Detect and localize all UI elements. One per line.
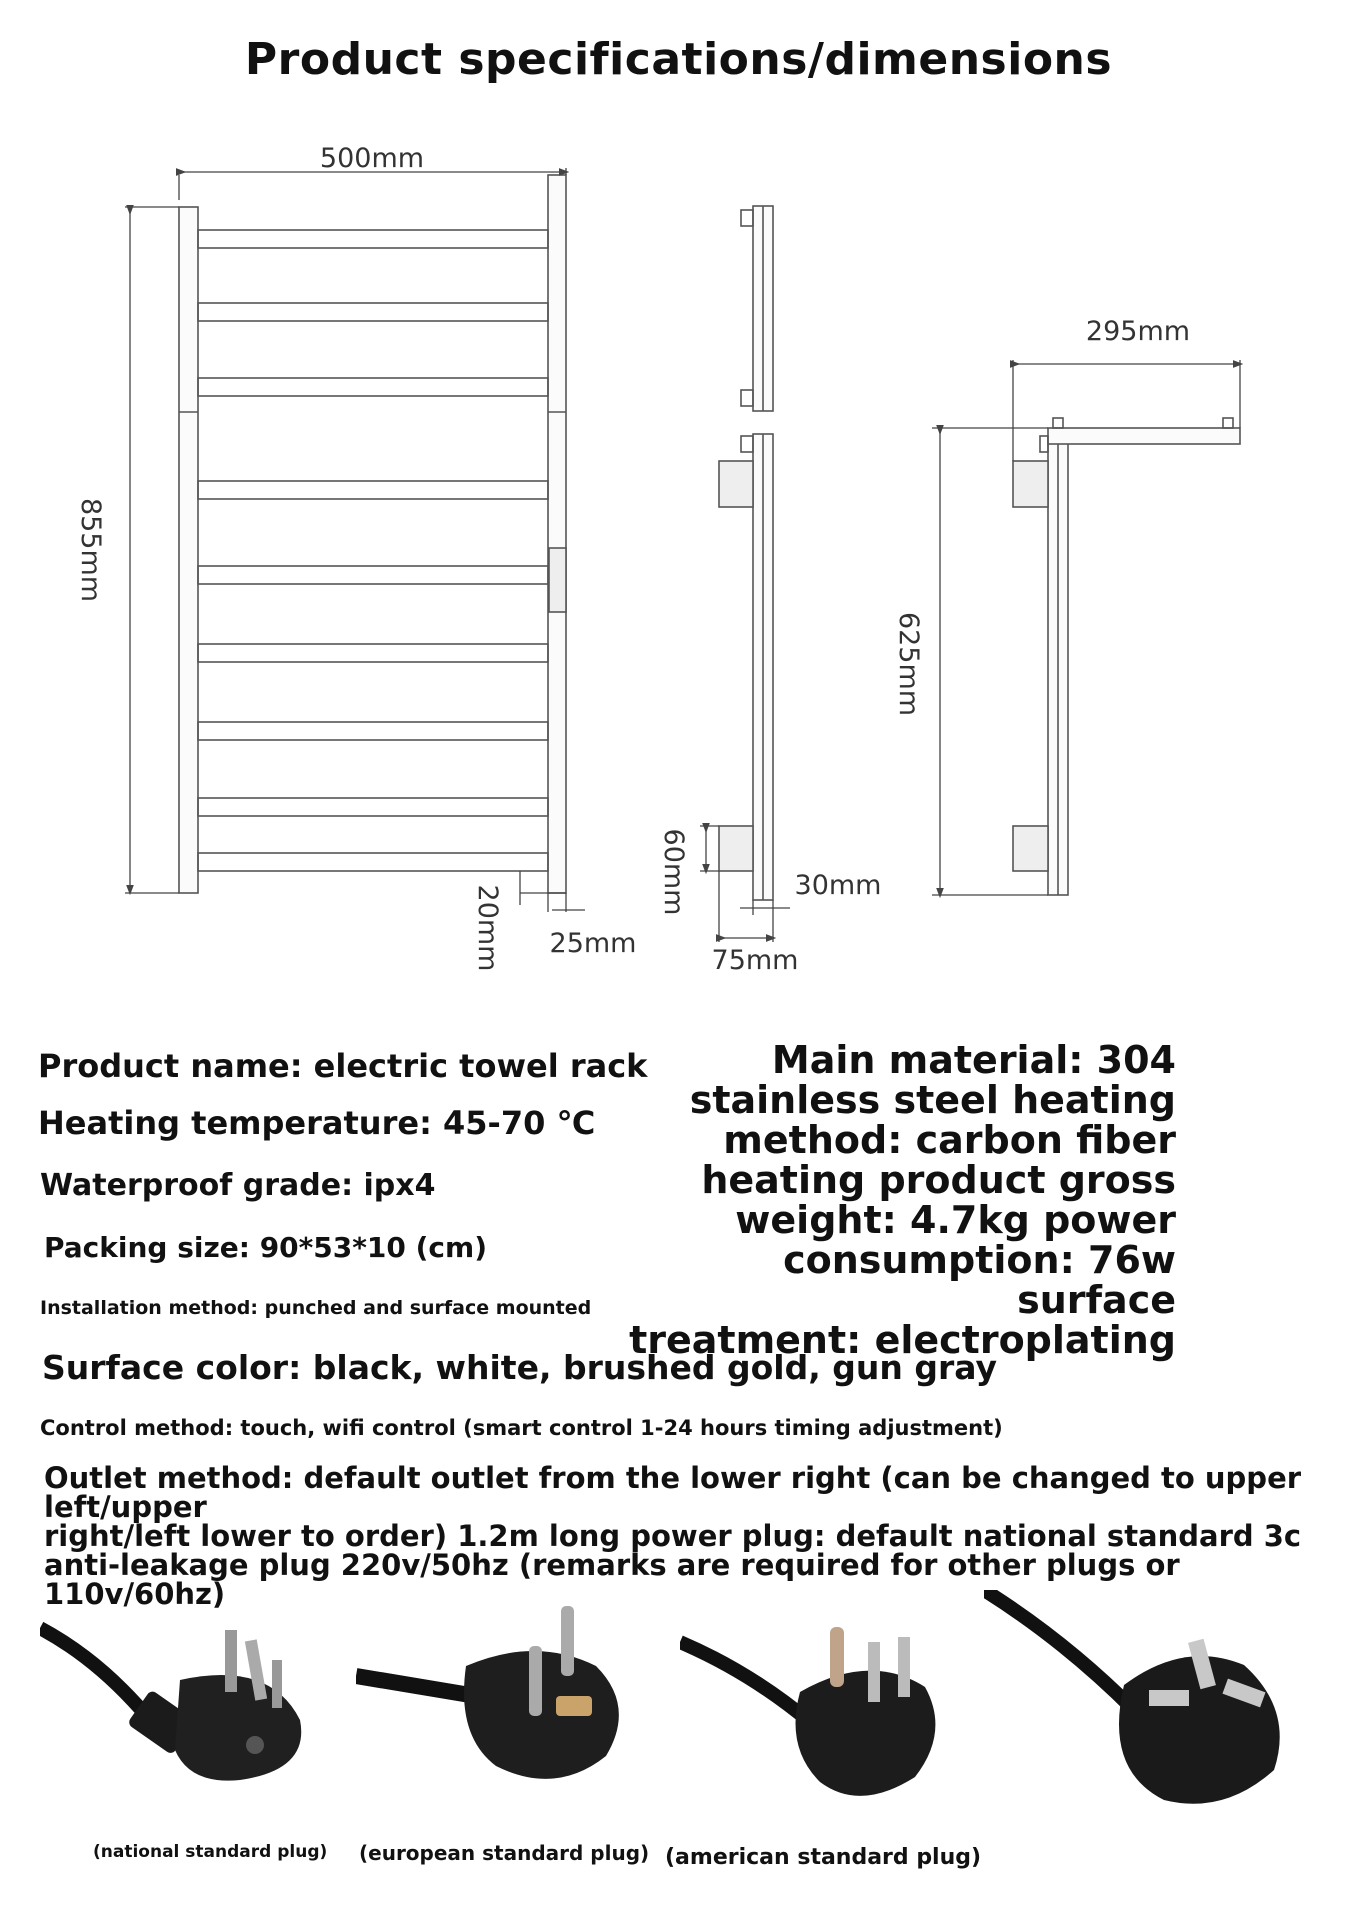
dim-height-front: 855mm [75,497,106,603]
page-title: Product specifications/dimensions [244,34,1113,85]
dim-shelf-depth: 295mm [1085,316,1191,347]
dim-side-depth-top: 30mm [794,870,882,901]
spec-outlet-method [44,1461,1334,1611]
front-view [179,175,566,893]
spec-product-name: Product name: electric towel rack [38,1047,648,1085]
spec-installation-method: Installation method: punched and surface mounted [40,1297,592,1319]
spec-line: heating product gross [701,1158,1176,1202]
plug-caption-european: (european standard plug) [359,1841,650,1865]
plug-caption-american: (american standard plug) [665,1845,982,1870]
dim-bottom-gap: 20mm [472,884,503,972]
eu-plug-icon [356,1596,646,1796]
side-view [719,206,773,900]
dim-shelf-height: 625mm [893,611,924,717]
outlet-line: anti-leakage plug 220v/50hz (remarks are required for other plugs or 110v/60hz) [44,1548,1180,1611]
spec-waterproof-grade: Waterproof grade: ipx4 [40,1168,436,1203]
spec-material-block [616,1040,1176,1360]
spec-heating-temperature: Heating temperature: 45-70 ℃ [38,1104,596,1142]
plug-caption-national: (national standard plug) [93,1842,328,1862]
dim-side-depth-bottom: 75mm [711,945,799,976]
us-plug-icon [680,1612,950,1812]
spec-packing-size: Packing size: 90*53*10 (cm) [44,1231,487,1264]
cn-plug-icon [40,1600,320,1810]
outlet-line: right/left lower to order) 1.2m long power plug: default national standard 3c [44,1519,1302,1553]
rails [198,230,548,871]
spec-line: treatment: electroplating [629,1318,1176,1362]
spec-line: consumption: 76w surface [783,1238,1176,1322]
spec-line: method: carbon fiber [723,1118,1176,1162]
outlet-line: Outlet method: default outlet from the lower right (can be changed to upper left/upper [44,1461,1302,1524]
spec-line: Main material: 304 [771,1038,1176,1082]
dim-rail-depth: 25mm [549,928,637,959]
uk-plug-icon [984,1590,1304,1830]
spec-surface-color: Surface color: black, white, brushed gold, gun gray [42,1348,998,1387]
spec-line: weight: 4.7kg power [735,1198,1176,1242]
dim-side-bracket: 60mm [658,828,689,916]
spec-line: stainless steel heating [689,1078,1176,1122]
dim-width-front: 500mm [319,143,425,174]
shelf-view [1013,418,1240,895]
spec-control-method: Control method: touch, wifi control (smart control 1-24 hours timing adjustment) [40,1416,1003,1440]
